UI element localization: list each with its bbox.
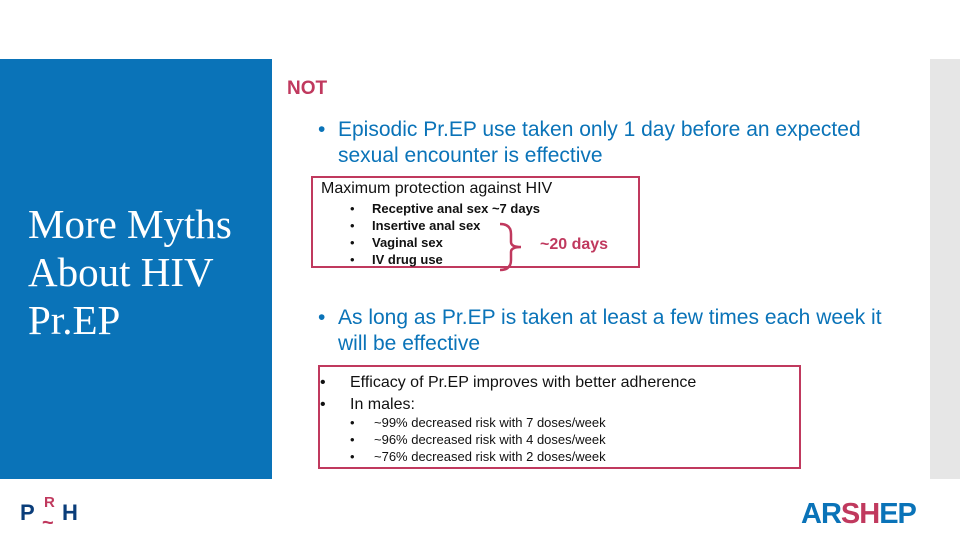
bullet-dot: • <box>350 432 355 447</box>
list-item-text: ~76% decreased risk with 2 doses/week <box>374 449 606 464</box>
main-bullet-text: As long as Pr.EP is taken at least a few times each week it will be effective <box>338 306 882 355</box>
bullet-dot: • <box>350 235 355 250</box>
main-bullet-text: Episodic Pr.EP use taken only 1 day before an expected sexual encounter is effective <box>338 118 861 167</box>
logo-letter: R <box>44 494 55 511</box>
logo-wave: ~ <box>42 512 54 534</box>
bullet-dot: • <box>318 118 326 141</box>
bullet-dot: • <box>320 374 326 391</box>
days-label: ~20 days <box>540 236 609 253</box>
bullet-dot: • <box>350 201 355 216</box>
not-label: NOT <box>287 78 328 99</box>
list-item-text: Vaginal sex <box>372 235 443 250</box>
logo-text: EP <box>879 498 916 530</box>
logo-text: SH <box>840 498 880 530</box>
slide-title: More Myths About HIV Pr.EP <box>28 201 232 343</box>
bullet-dot: • <box>350 449 355 464</box>
list-item-text: In males: <box>350 396 415 413</box>
main-bullet-2 <box>318 305 898 357</box>
list-item-text: Efficacy of Pr.EP improves with better adherence <box>350 374 697 391</box>
bullet-dot: • <box>350 218 355 233</box>
logo-text: AR <box>801 498 841 530</box>
protection-heading: Maximum protection against HIV <box>321 180 553 197</box>
list-item-text: ~96% decreased risk with 4 doses/week <box>374 432 606 447</box>
logo-letter: P <box>20 500 35 525</box>
bullet-dot: • <box>350 415 355 430</box>
bullet-dot: • <box>350 252 355 267</box>
prh-logo <box>20 494 84 534</box>
bullet-dot: • <box>320 396 326 413</box>
logo-letter: H <box>62 500 78 525</box>
right-gray-strip <box>930 59 960 479</box>
main-bullet-1 <box>318 117 878 169</box>
list-item-text: ~99% decreased risk with 7 doses/week <box>374 415 606 430</box>
list-item-text: Insertive anal sex <box>372 218 481 233</box>
arshep-logo <box>801 498 916 531</box>
bullet-dot: • <box>318 306 326 329</box>
brace-icon <box>497 222 527 272</box>
list-item-text: Receptive anal sex ~7 days <box>372 201 541 216</box>
list-item-text: IV drug use <box>372 252 443 267</box>
